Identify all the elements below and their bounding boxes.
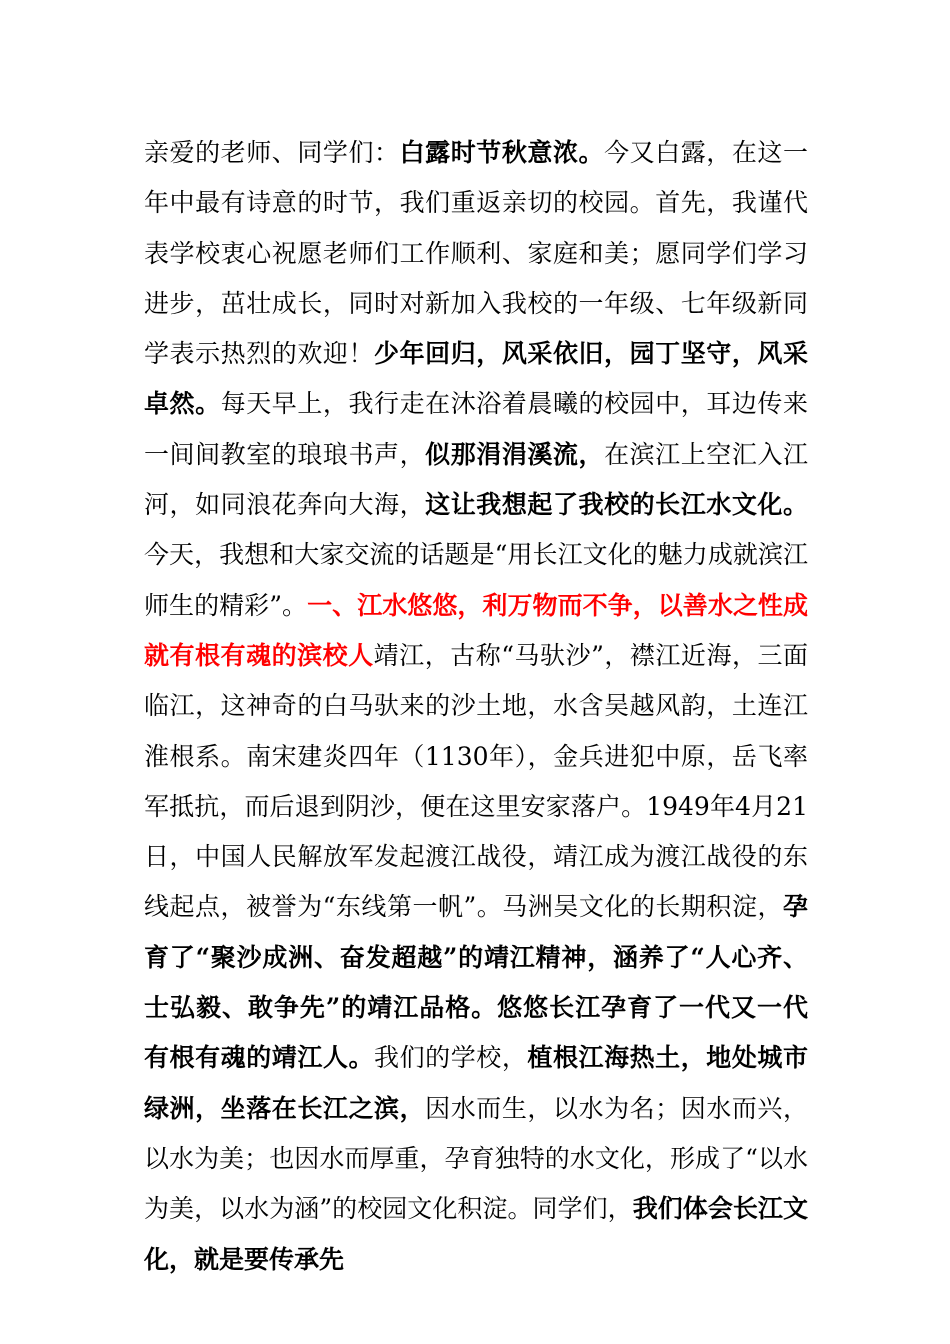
our-school: 我们的学校，: [374, 1043, 528, 1073]
salutation: 亲爱的老师、同学们：: [144, 138, 400, 167]
water-culture-sentence: 因水而生，以水为名；因水而兴，以水为美；也因水而厚重，孕育独特的水文化，形成了“以水为美，以水为涵”的校园文化积淀。同学们，: [144, 1093, 808, 1224]
bold-phrase-location: 植根江海热土，地处城市绿洲，坐落在长江之滨，: [144, 1043, 808, 1123]
bold-phrase-water-culture: 这让我想起了我校的长江水文化。: [425, 490, 808, 520]
opening-greeting: 今又白露，在这一年中最有诗意的时节，我们重返亲切的校园。首先，我谨代表学校衷心祝愿老师们工作顺利、家庭和美；愿同学们学习进步，茁壮成长，同时对新加入我校的一年级、七年级新同学表示热烈的欢迎！: [144, 138, 808, 369]
section-heading-one: 一、江水悠悠，利万物而不争，以善水之性成就有根有魂的滨校人: [144, 590, 808, 670]
bold-phrase-jingjiang-spirit: 孕育了“聚沙成洲、奋发超越”的靖江精神，涵养了“人心齐、士弘毅、敢争先”的靖江品格。悠悠长江孕育了一代又一代有根有魂的靖江人。: [144, 892, 808, 1073]
bold-phrase-inherit: 我们体会长江文化，就是要传承先: [144, 1194, 808, 1274]
river-sentence: 在滨江上空汇入江河，如同浪花奔向大海，: [144, 439, 808, 520]
bold-phrase-youth: 少年回归，风采依旧，园丁坚守，风采卓然。: [144, 339, 808, 419]
jingjiang-history: 靖江，古称“马驮沙”，襟江近海，三面临江，这神奇的白马驮来的沙土地，水含吴越风韵，土连江淮根系。南宋建炎四年（1130年），金兵进犯中原，岳飞率军抵抗，而后退到阴沙，便在这里安家落户。1949年4月21日，中国人民解放军发起渡江战役，靖江成为渡江战役的东线起点，被誉为“东线第一帆”。马洲吴文化的长期积淀，: [144, 640, 808, 922]
speech-paragraph: [144, 128, 808, 1285]
morning-sentence: 每天早上，我行走在沐浴着晨曦的校园中，耳边传来一间间教室的琅琅书声，: [144, 389, 808, 469]
bold-phrase-stream: 似那涓涓溪流，: [425, 439, 605, 469]
bold-phrase-autumn: 白露时节秋意浓。: [399, 138, 605, 167]
topic-sentence: 今天，我想和大家交流的话题是“用长江文化的魅力成就滨江师生的精彩”。: [144, 540, 808, 620]
